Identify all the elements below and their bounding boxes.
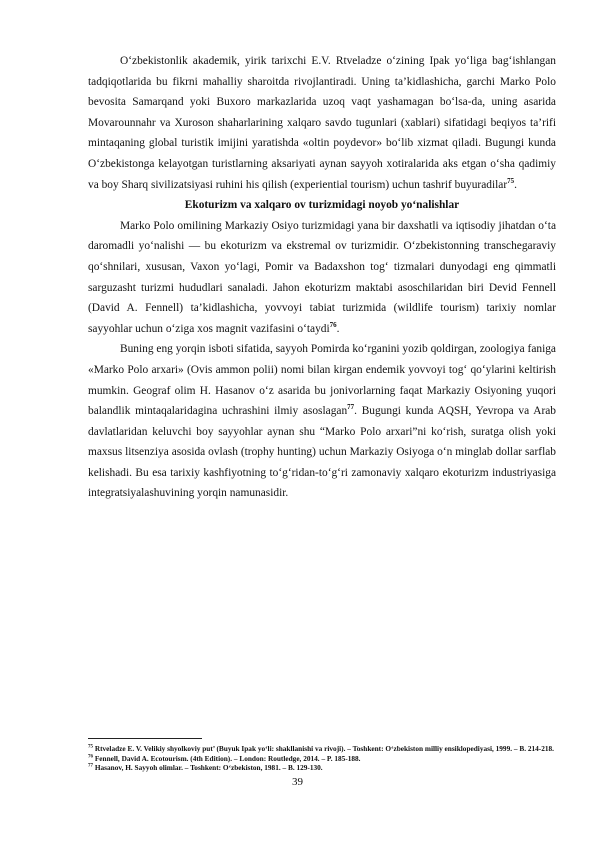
paragraph-marco-polo-sheep: Buning eng yorqin isboti sifatida, sayyoh Pomirda ko‘rganini yozib qoldirgan, zoologiya faniga «Marko Polo arxari» (Ovis ammon polii) nomi bilan kirgan endemik yovvoyi tog‘ qo‘ylarini keltirish mumkin. Geograf olim H. Hasanov o‘z asarida bu jonivorlarning faqat Markaziy Osiyoning yuqori balandlik mintaqalaridagina uchrashini ilmiy asoslagan$^{77}$. Bugungi kunda AQSH, Yevropa va Arab davlatlaridan keluvchi boy sayyohlar aynan shu “Marko Polo arxari”ni ko‘rish, suratga olish yoki maxsus litsenziya asosida ovlash (trophy hunting) uchun Markaziy Osiyoga o‘n minglab dollar sarflab kelishadi. Bu esa tarixiy kashfiyotning to‘g‘ridan-to‘g‘ri zamonaviy xalqaro ekoturizm industriyasiga integratsiyalashuvining yorqin namunasidir. bbox=[88, 343, 556, 500]
section-heading: Ekoturizm va xalqaro ov turizmidagi noyob yo‘nalishlar bbox=[184, 199, 460, 212]
paragraph-rtveladze: O‘zbekistonlik akademik, yirik tarixchi E.V. Rtveladze o‘zining Ipak yo‘liga bag‘ishlangan tadqiqotlarida bu fikrni mahalliy sharoitda rivojlantiradi. Uning ta’kidlashicha, garchi Marko Polo bevosita Samarqand yoki Buxoro markazlarida uzoq vaqt yashamagan bo‘lsa-da, uning asarida Movarounnahr va Xuroson shaharlarining xalqaro savdo tugunlari (xablari) sifatidagi beqiyos ta’rifi mintaqaning global turistik imijini yaratishda «oltin poydevor» bo‘lib xizmat qiladi. Bugungi kunda O‘zbekistonga kelayotgan turistlarning aksariyati aynan sayyoh xotiralarida aks etgan o‘sha qadimiy va boy Sharq sivilizatsiyasi ruhini his qilish (experiential tourism) uchun tashrif buyuradilar$^{75}$. bbox=[88, 55, 556, 191]
paragraph-ecotourism: Marko Polo omilining Markaziy Osiyo turizmidagi yana bir daxshatli va iqtisodiy jihatdan o‘ta daromadli yo‘nalishi — bu ekoturizm va ekstremal ov turizmidir. O‘zbekistonning transchegaraviy qo‘shnilari, xususan, Vaxon yo‘lagi, Pomir va Badaxshon tog‘ tizmalari dunyodagi eng qimmatli sarguzasht turizmi hududlari sanaladi. Jahon ekoturizm maktabi asoschilaridan biri Devid Fennell (David A. Fennell) ta’kidlashicha, yovvoyi tabiat turizmida (wildlife tourism) tarixiy nomlar sayyohlar uchun o‘ziga xos magnit vazifasini o‘taydi$^{76}$. bbox=[88, 219, 556, 335]
footnote-76: $^{76}$ Fennell, David A. Ecotourism. (4th Edition). – London: Routledge, 2014. – P. 185-188. bbox=[88, 753, 361, 763]
footnote-divider bbox=[88, 738, 202, 739]
footnote-ref-75[interactable]: 75 bbox=[507, 176, 515, 185]
footnote-77: $^{77}$ Hasanov, H. Sayyoh olimlar. – Toshkent: O‘zbekiston, 1981. – B. 129-130. bbox=[88, 763, 323, 773]
footnote-ref-76[interactable]: 76 bbox=[329, 320, 337, 329]
page-body bbox=[88, 51, 556, 504]
page-number: 39 bbox=[292, 776, 303, 788]
footnotes bbox=[88, 738, 556, 773]
footnote-ref-77[interactable]: 77 bbox=[347, 403, 355, 412]
footnote-75: $^{75}$ Rtveladze E. V. Velikiy shyolkoviy put’ (Buyuk Ipak yo‘li: shakllanishi va rivoji). – Toshkent: O‘zbekiston milliy ensiklopediyasi, 1999. – B. 214-218. bbox=[88, 744, 555, 753]
